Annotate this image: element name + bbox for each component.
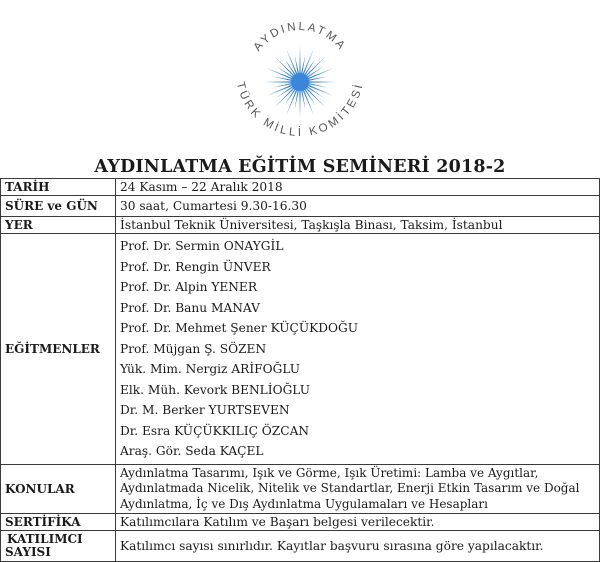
row-certificate [1, 514, 600, 531]
row-topics [1, 464, 600, 514]
sun-ray [305, 57, 325, 77]
place-value: İstanbul Teknik Üniversitesi, Taşkışla Binası, Taksim, İstanbul [116, 217, 600, 234]
sun-core [291, 73, 309, 91]
aydinlatma-committee-logo [222, 2, 378, 158]
instructor-item: Prof. Müjgan Ş. SÖZEN [120, 341, 267, 356]
certificate-value: Katılımcılara Katılım ve Başarı belgesi verilecektir. [116, 514, 600, 531]
instructor-item: Dr. M. Berker YURTSEVEN [120, 403, 290, 417]
instructor-item: Prof. Dr. Sermin ONAYGİL [120, 239, 284, 253]
duration-label: SÜRE ve GÜN [1, 196, 116, 217]
duration-value: 30 saat, Cumartesi 9.30-16.30 [116, 196, 600, 217]
instructor-item: Elk. Müh. Kevork BENLİOĞLU [120, 382, 311, 397]
instructor-item: Prof. Dr. Mehmet Şener KÜÇÜKDOĞU [120, 321, 359, 335]
date-label: TARİH [1, 179, 116, 196]
place-label: YER [1, 217, 116, 234]
participants-label-line: SAYISI [5, 545, 51, 559]
participants-label [1, 531, 116, 562]
certificate-label: SERTİFİKA [1, 514, 116, 531]
sun-ray [305, 87, 325, 107]
date-value: 24 Kasım – 22 Aralık 2018 [116, 179, 600, 196]
instructor-item: Prof. Dr. Rengin ÜNVER [120, 259, 271, 274]
row-date [1, 179, 600, 196]
instructor-item: Dr. Esra KÜÇÜKKILIÇ ÖZCAN [120, 423, 310, 438]
sun-ray [275, 57, 295, 77]
instructors-label: EĞİTMENLER [1, 234, 116, 465]
participants-label-line: KATILIMCI [7, 532, 83, 546]
row-place [1, 217, 600, 234]
instructor-item: Yük. Mim. Nergiz ARİFOĞLU [120, 362, 301, 376]
page-title: AYDINLATMA EĞİTİM SEMİNERİ 2018-2 [94, 157, 506, 177]
sun-ray [275, 87, 295, 107]
topics-label: KONULAR [1, 464, 116, 514]
logo-top-text: AYDINLATMA [251, 20, 349, 54]
topics-value [116, 464, 600, 514]
topics-line: Aydınlatma Tasarımı, Işık ve Görme, Işık Üretimi: Lamba ve Aygıtlar, [120, 465, 539, 480]
instructors-list [116, 234, 600, 465]
topics-line: Aydınlatmada Nicelik, Nitelik ve Standartlar, Enerji Etkin Tasarım ve Doğal [120, 481, 580, 495]
sun-ray [299, 46, 300, 74]
participants-value: Katılımcı sayısı sınırlıdır. Kayıtlar başvuru sırasına göre yapılacaktır. [116, 531, 600, 562]
instructor-item: Prof. Dr. Banu MANAV [120, 300, 260, 315]
topics-line: Aydınlatma, İç ve Dış Aydınlatma Uygulamaları ve Hesapları [120, 496, 488, 511]
sun-ray [308, 81, 336, 82]
sun-ray [299, 90, 300, 118]
instructor-item: Araş. Gör. Seda KAÇEL [120, 444, 264, 458]
seminar-info-table [0, 178, 600, 562]
instructor-item: Prof. Dr. Alpin YENER [120, 280, 257, 294]
row-instructors [1, 234, 600, 465]
logo-bottom-text: TÜRK MİLLİ KOMİTESİ [233, 80, 367, 140]
row-participants [1, 531, 600, 562]
row-duration [1, 196, 600, 217]
sun-ray [264, 81, 292, 82]
